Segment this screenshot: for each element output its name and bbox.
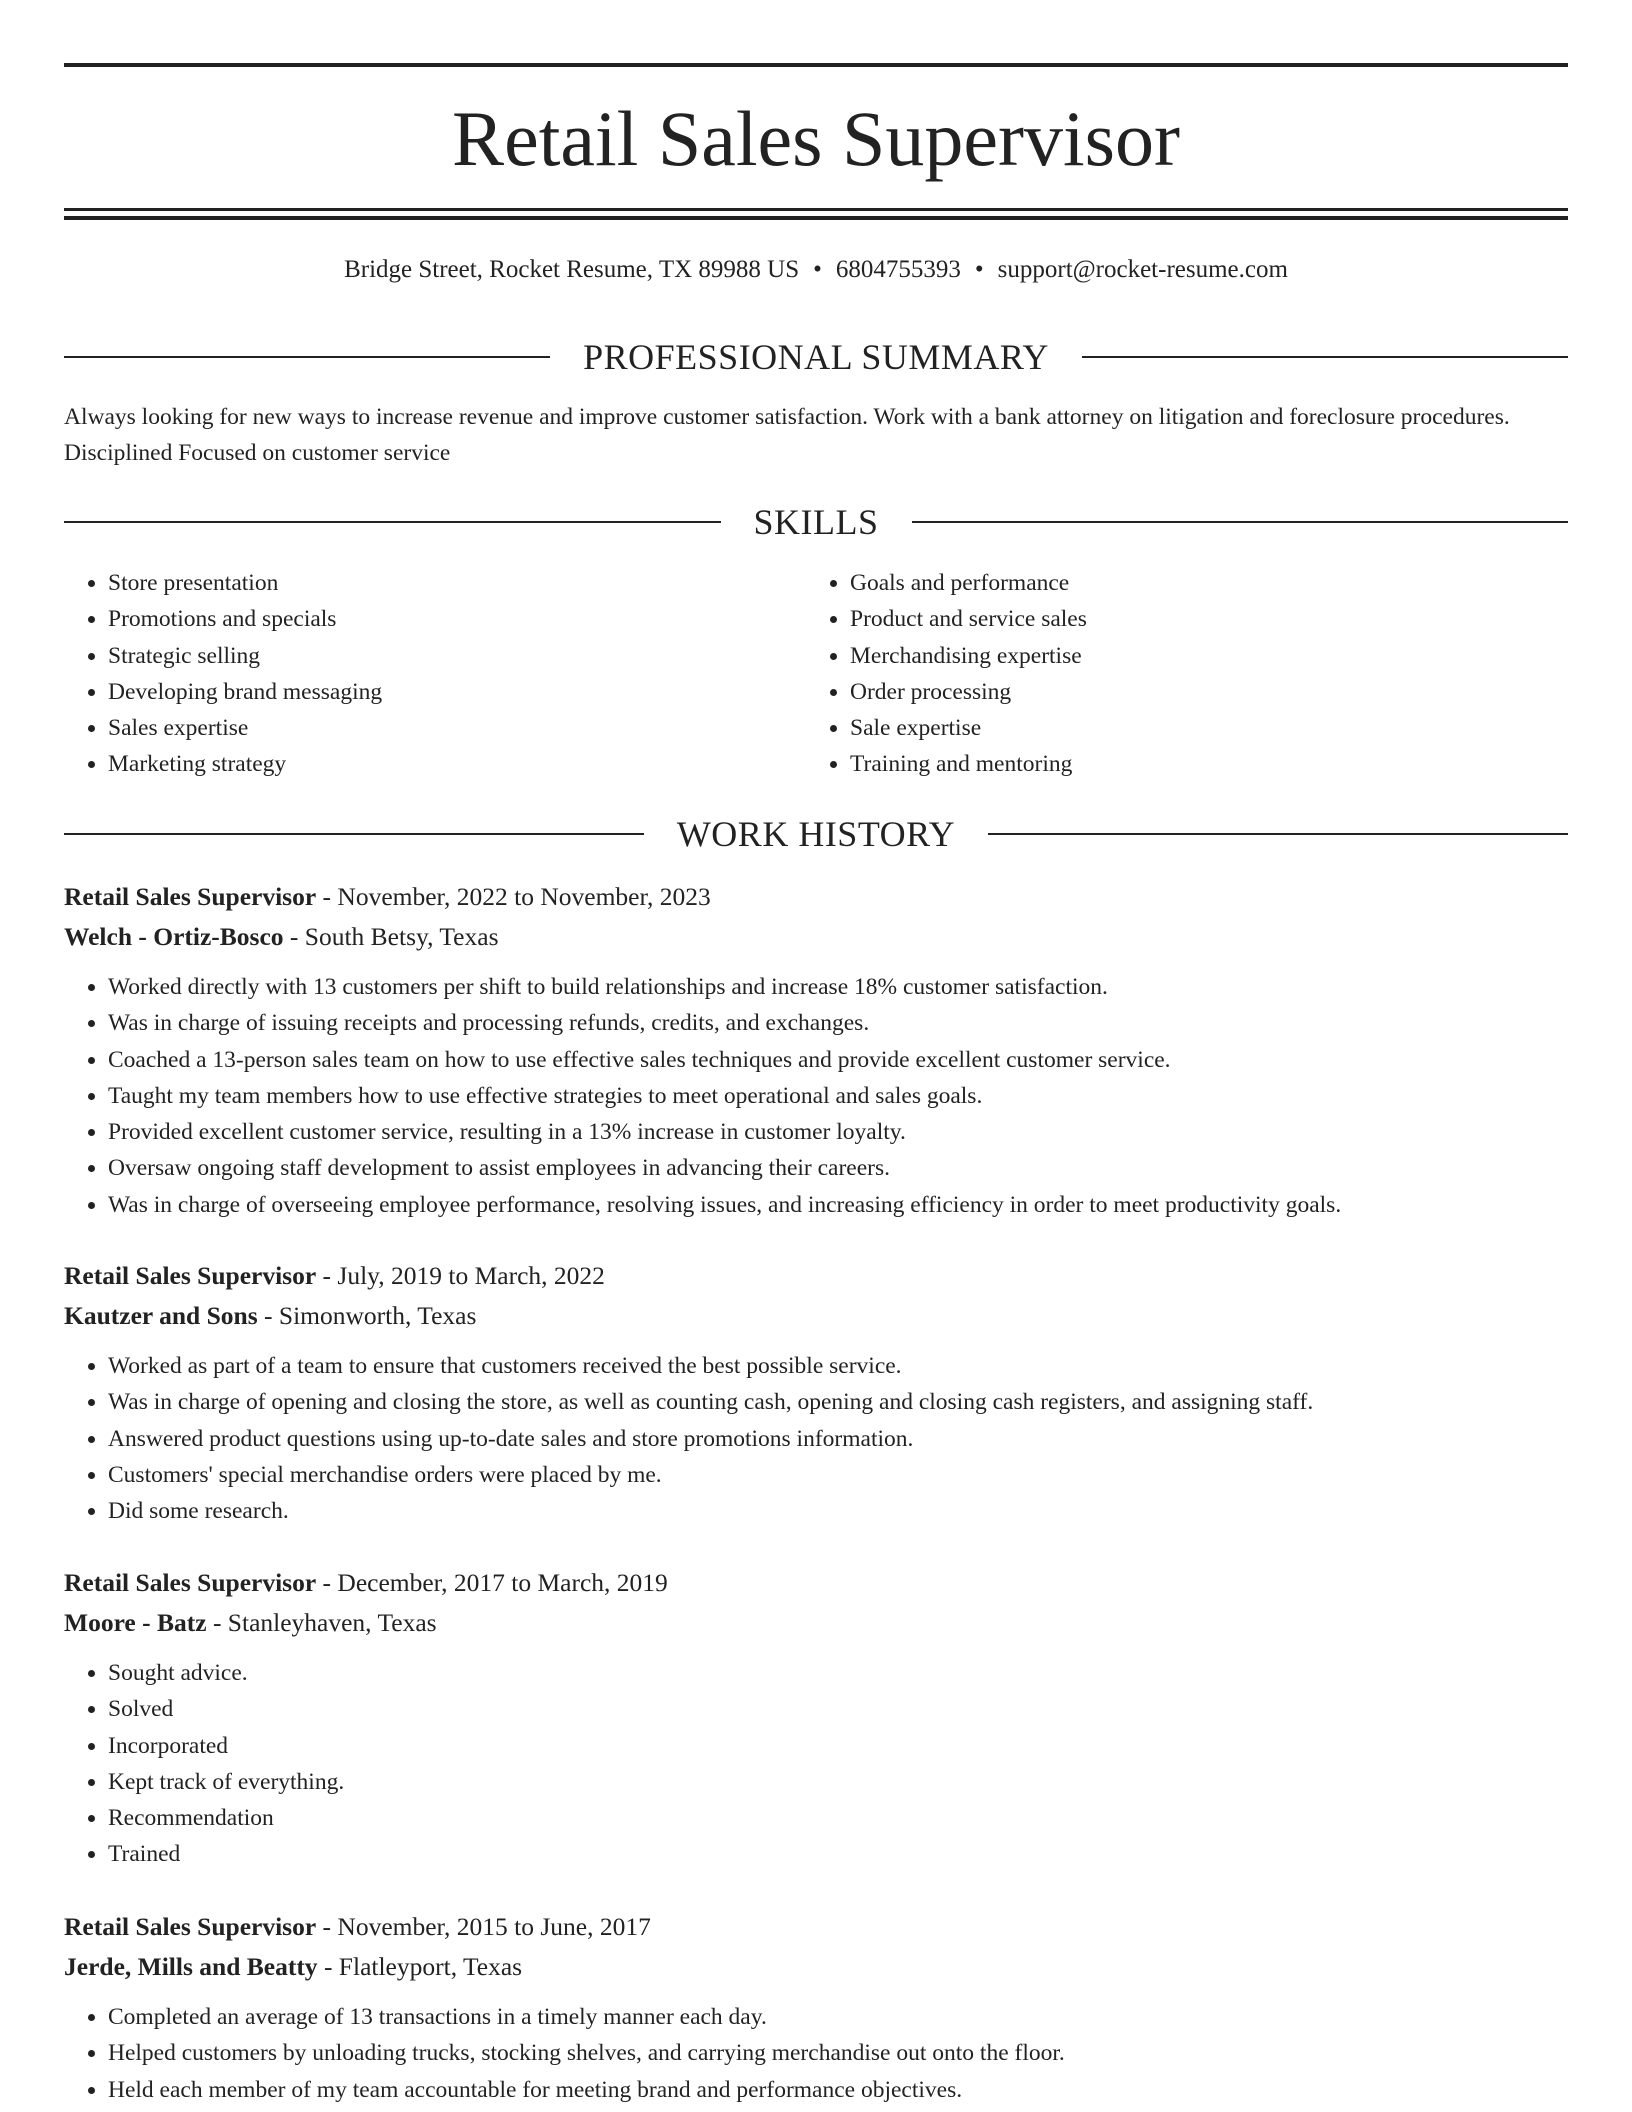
heading-rule-left <box>64 521 721 523</box>
heading-rule-left <box>64 833 644 835</box>
resume-title: Retail Sales Supervisor <box>452 95 1180 182</box>
top-rule <box>64 63 1568 67</box>
job-bullet: • Customers' special merchandise orders were placed by me. <box>108 1457 1568 1493</box>
skill-item: • Training and mentoring <box>850 746 1548 782</box>
title-rule-lower <box>64 216 1568 220</box>
skills-heading-text: SKILLS <box>753 502 879 542</box>
job-entry <box>64 1256 1568 1529</box>
contact-address: Bridge Street, Rocket Resume, TX 89988 US <box>344 256 800 283</box>
skill-item: • Sale expertise <box>850 710 1548 746</box>
job-title-line <box>64 877 1568 917</box>
job-entry <box>64 1563 1568 1873</box>
summary-heading <box>64 334 1568 380</box>
work-history-heading-text: WORK HISTORY <box>676 814 956 854</box>
job-bullet: • Incorporated <box>108 1728 1568 1764</box>
job-location: - Stanleyhaven, Texas <box>206 1608 437 1637</box>
job-title-line <box>64 1256 1568 1296</box>
job-bullet: • Provided excellent customer service, resulting in a 13% increase in customer loyalty. <box>108 1114 1568 1150</box>
job-bullet: • Oversaw ongoing staff development to assist employees in advancing their careers. <box>108 1150 1568 1186</box>
heading-rule-right <box>1082 356 1568 358</box>
contact-separator: • <box>813 256 822 283</box>
job-role: Retail Sales Supervisor <box>64 1568 317 1597</box>
contact-line <box>64 252 1568 288</box>
skill-item: • Marketing strategy <box>108 746 806 782</box>
job-company: Kautzer and Sons <box>64 1301 258 1330</box>
job-title-line <box>64 1563 1568 1603</box>
heading-rule-left <box>64 356 550 358</box>
summary-heading-text: PROFESSIONAL SUMMARY <box>583 337 1049 377</box>
skill-item: • Product and service sales <box>850 601 1548 637</box>
job-dates: - December, 2017 to March, 2019 <box>316 1568 668 1597</box>
job-bullet: • Was in charge of opening and closing the store, as well as counting cash, opening and closing cash registers, and assigning staff. <box>108 1384 1568 1420</box>
job-location: - South Betsy, Texas <box>283 922 499 951</box>
job-bullet: • Coached a 13-person sales team on how to use effective sales techniques and provide excellent customer service. <box>108 1042 1568 1078</box>
job-bullet: • Trained <box>108 1836 1568 1872</box>
skills-column-right <box>806 565 1548 783</box>
skill-item: • Developing brand messaging <box>108 674 806 710</box>
job-entry <box>64 877 1568 1223</box>
heading-rule-right <box>912 521 1569 523</box>
contact-phone: 6804755393 <box>835 256 961 283</box>
job-entry <box>64 1907 1568 2108</box>
contact-email: support@rocket-resume.com <box>997 256 1288 283</box>
skill-item: • Goals and performance <box>850 565 1548 601</box>
job-bullet: • Taught my team members how to use effective strategies to meet operational and sales goals. <box>108 1078 1568 1114</box>
job-company: Welch - Ortiz-Bosco <box>64 922 284 951</box>
job-title-line <box>64 1907 1568 1947</box>
contact-separator: • <box>974 256 984 283</box>
job-role: Retail Sales Supervisor <box>64 1912 317 1941</box>
skills-heading <box>64 499 1568 545</box>
skill-item: • Promotions and specials <box>108 601 806 637</box>
job-location: - Simonworth, Texas <box>257 1301 477 1330</box>
skill-item: • Strategic selling <box>108 638 806 674</box>
job-dates: - November, 2022 to November, 2023 <box>316 882 711 911</box>
heading-rule-right <box>988 833 1568 835</box>
skill-item: • Order processing <box>850 674 1548 710</box>
job-company-line <box>64 1603 1568 1643</box>
job-bullet: • Kept track of everything. <box>108 1764 1568 1800</box>
job-bullet: • Did some research. <box>108 1493 1568 1529</box>
job-bullet: • Helped customers by unloading trucks, stocking shelves, and carrying merchandise out onto the floor. <box>108 2035 1568 2071</box>
job-bullet: • Was in charge of overseeing employee performance, resolving issues, and increasing efficiency in order to meet productivity goals. <box>108 1187 1568 1223</box>
job-bullet: • Completed an average of 13 transactions in a timely manner each day. <box>108 1999 1568 2035</box>
job-company-line <box>64 917 1568 957</box>
job-bullet: • Worked directly with 13 customers per shift to build relationships and increase 18% customer satisfaction. <box>108 969 1568 1005</box>
job-role: Retail Sales Supervisor <box>64 882 317 911</box>
job-company-line <box>64 1296 1568 1336</box>
job-company-line <box>64 1947 1568 1987</box>
skills-list <box>64 565 1568 783</box>
job-dates: - November, 2015 to June, 2017 <box>316 1912 651 1941</box>
job-bullet: • Worked as part of a team to ensure that customers received the best possible service. <box>108 1348 1568 1384</box>
job-bullet: • Was in charge of issuing receipts and processing refunds, credits, and exchanges. <box>108 1005 1568 1041</box>
skill-item: • Store presentation <box>108 565 806 601</box>
job-bullets <box>64 1999 1568 2108</box>
job-bullet: • Held each member of my team accountable for meeting brand and performance objectives. <box>108 2072 1568 2108</box>
work-history-heading <box>64 811 1568 857</box>
skills-column-left <box>64 565 806 783</box>
job-bullet: • Solved <box>108 1691 1568 1727</box>
summary-text: Always looking for new ways to increase revenue and improve customer satisfaction. Work with a bank attorney on litigation and foreclosure procedures. Disciplined Focused on customer service <box>64 404 1510 466</box>
job-location: - Flatleyport, Texas <box>317 1952 523 1981</box>
job-bullet: • Recommendation <box>108 1800 1568 1836</box>
job-company: Jerde, Mills and Beatty <box>64 1952 318 1981</box>
job-bullets <box>64 969 1568 1223</box>
skill-item: • Merchandising expertise <box>850 638 1548 674</box>
job-bullets <box>64 1348 1568 1529</box>
skill-item: • Sales expertise <box>108 710 806 746</box>
job-bullets <box>64 1655 1568 1873</box>
job-bullet: • Answered product questions using up-to-date sales and store promotions information. <box>108 1421 1568 1457</box>
title-rule-upper <box>64 208 1568 211</box>
job-company: Moore - Batz <box>64 1608 207 1637</box>
job-bullet: • Sought advice. <box>108 1655 1568 1691</box>
job-dates: - July, 2019 to March, 2022 <box>316 1261 605 1290</box>
job-role: Retail Sales Supervisor <box>64 1261 317 1290</box>
